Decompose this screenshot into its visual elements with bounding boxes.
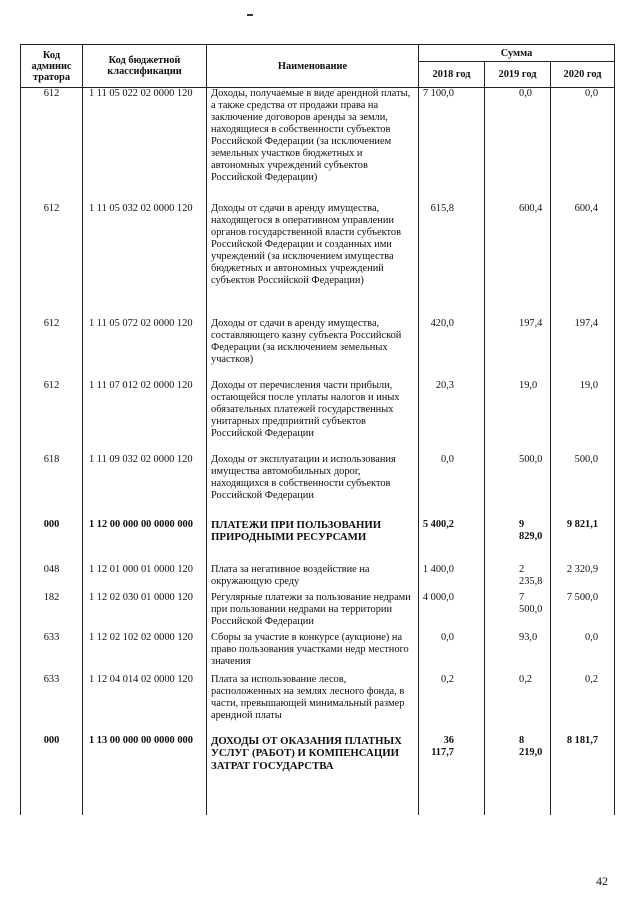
- amount-2018: 0,0: [419, 632, 485, 674]
- budget-code: 1 12 01 000 01 0000 120: [83, 564, 207, 592]
- admin-code: 182: [21, 592, 83, 632]
- amount-2019: 500,0: [485, 454, 551, 519]
- amount-2020: 9 821,1: [551, 519, 615, 564]
- header-year-2020: 2020 год: [551, 62, 615, 88]
- admin-code: 612: [21, 88, 83, 203]
- budget-code: 1 11 05 022 02 0000 120: [83, 88, 207, 203]
- amount-2019: 9 829,0: [485, 519, 551, 564]
- revenue-name: Регулярные платежи за пользование недрами при пользовании недрами на территории Российской Федерации: [207, 592, 419, 632]
- amount-2020: 500,0: [551, 454, 615, 519]
- budget-code: 1 11 07 012 02 0000 120: [83, 380, 207, 454]
- table-row: [21, 674, 615, 735]
- budget-code: 1 11 05 032 02 0000 120: [83, 203, 207, 318]
- admin-code: 633: [21, 632, 83, 674]
- table-row: [21, 454, 615, 519]
- table-row: [21, 380, 615, 454]
- admin-code: 612: [21, 380, 83, 454]
- amount-2019: 0,0: [485, 88, 551, 203]
- budget-code: 1 12 02 102 02 0000 120: [83, 632, 207, 674]
- amount-2018: 5 400,2: [419, 519, 485, 564]
- budget-code: 1 11 05 072 02 0000 120: [83, 318, 207, 380]
- table-row: [21, 318, 615, 380]
- header-admin-code: Код админис тратора: [21, 45, 83, 88]
- amount-2019: 19,0: [485, 380, 551, 454]
- budget-code: 1 12 02 030 01 0000 120: [83, 592, 207, 632]
- header-year-2018: 2018 год: [419, 62, 485, 88]
- amount-2019: 0,2: [485, 674, 551, 735]
- scan-mark: [247, 14, 253, 16]
- admin-code: 633: [21, 674, 83, 735]
- amount-2018: 0,2: [419, 674, 485, 735]
- admin-code: 612: [21, 203, 83, 318]
- table-row-section: [21, 735, 615, 815]
- revenue-name: Сборы за участие в конкурсе (аукционе) на право пользования участками недр местного значения: [207, 632, 419, 674]
- page-number: 42: [596, 874, 608, 888]
- table-row: [21, 592, 615, 632]
- amount-2020: 0,0: [551, 632, 615, 674]
- header-sum: Сумма: [419, 45, 615, 62]
- section-name: ДОХОДЫ ОТ ОКАЗАНИЯ ПЛАТНЫХ УСЛУГ (РАБОТ) И КОМПЕНСАЦИИ ЗАТРАТ ГОСУДАРСТВА: [207, 735, 419, 815]
- amount-2019: 2 235,8: [485, 564, 551, 592]
- amount-2020: 197,4: [551, 318, 615, 380]
- amount-2018: 1 400,0: [419, 564, 485, 592]
- amount-2020: 0,2: [551, 674, 615, 735]
- admin-code: 612: [21, 318, 83, 380]
- amount-2019: 7 500,0: [485, 592, 551, 632]
- revenue-name: Доходы, получаемые в виде арендной платы, а также средства от продажи права на заключение договоров аренды за земли, находящиеся в собственности субъектов Российской Федерации (за исключением земельных участков бюджетных и автономных учреждений субъектов Российской Федерации): [207, 88, 419, 203]
- admin-code: 000: [21, 735, 83, 815]
- revenue-table: [20, 44, 615, 815]
- amount-2018: 0,0: [419, 454, 485, 519]
- amount-2020: 2 320,9: [551, 564, 615, 592]
- budget-code: 1 11 09 032 02 0000 120: [83, 454, 207, 519]
- amount-2019: 8 219,0: [485, 735, 551, 815]
- amount-2018: 615,8: [419, 203, 485, 318]
- header-name: Наименование: [207, 45, 419, 88]
- amount-2018: 420,0: [419, 318, 485, 380]
- admin-code: 048: [21, 564, 83, 592]
- revenue-name: Доходы от перечисления части прибыли, остающейся после уплаты налогов и иных обязательных платежей государственных унитарных предприятий субъектов Российской Федерации: [207, 380, 419, 454]
- amount-2018: 36 117,7: [419, 735, 485, 815]
- revenue-name: Доходы от сдачи в аренду имущества, находящегося в оперативном управлении органов государственной власти субъектов Российской Федерации и созданных ими учреждений (за исключением имущества бюджетных и автономных учреждений субъектов Российской Федерации): [207, 203, 419, 318]
- revenue-name: Плата за использование лесов, расположенных на землях лесного фонда, в части, превышающей минимальный размер арендной платы: [207, 674, 419, 735]
- budget-code: 1 12 04 014 02 0000 120: [83, 674, 207, 735]
- table-row: [21, 564, 615, 592]
- amount-2019: 600,4: [485, 203, 551, 318]
- amount-2018: 20,3: [419, 380, 485, 454]
- header-year-2019: 2019 год: [485, 62, 551, 88]
- amount-2020: 0,0: [551, 88, 615, 203]
- amount-2020: 600,4: [551, 203, 615, 318]
- budget-code: 1 13 00 000 00 0000 000: [83, 735, 207, 815]
- section-name: ПЛАТЕЖИ ПРИ ПОЛЬЗОВАНИИ ПРИРОДНЫМИ РЕСУРСАМИ: [207, 519, 419, 564]
- amount-2018: 7 100,0: [419, 88, 485, 203]
- amount-2020: 19,0: [551, 380, 615, 454]
- revenue-name: Плата за негативное воздействие на окружающую среду: [207, 564, 419, 592]
- amount-2019: 197,4: [485, 318, 551, 380]
- revenue-name: Доходы от эксплуатации и использования имущества автомобильных дорог, находящихся в собственности субъектов Российской Федерации: [207, 454, 419, 519]
- amount-2018: 4 000,0: [419, 592, 485, 632]
- table-row: [21, 632, 615, 674]
- amount-2019: 93,0: [485, 632, 551, 674]
- header-budget-code: Код бюджетной классификации: [83, 45, 207, 88]
- amount-2020: 8 181,7: [551, 735, 615, 815]
- budget-code: 1 12 00 000 00 0000 000: [83, 519, 207, 564]
- amount-2020: 7 500,0: [551, 592, 615, 632]
- table-row: [21, 203, 615, 318]
- revenue-name: Доходы от сдачи в аренду имущества, составляющего казну субъекта Российской Федерации (за исключением земельных участков): [207, 318, 419, 380]
- admin-code: 000: [21, 519, 83, 564]
- table-row-section: [21, 519, 615, 564]
- table-row: [21, 88, 615, 203]
- admin-code: 618: [21, 454, 83, 519]
